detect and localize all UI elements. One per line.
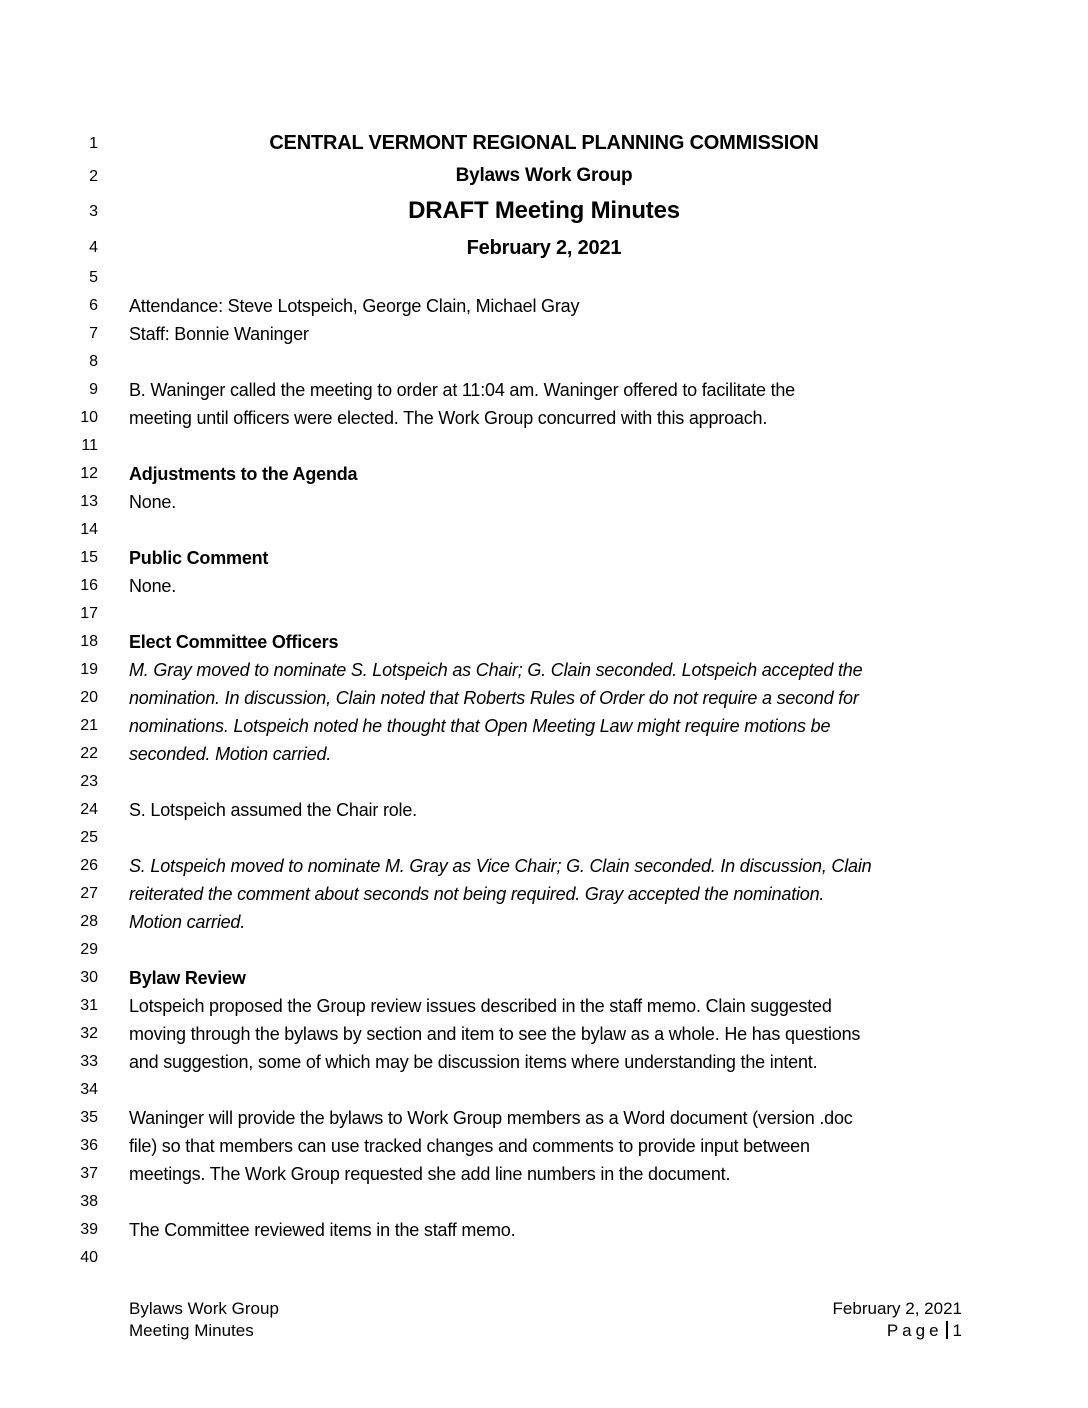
line-number: 39 <box>80 1221 98 1238</box>
line-number: 4 <box>89 239 98 256</box>
motion-text: nomination. In discussion, Clain noted that Roberts Rules of Order do not require a second for <box>129 688 859 708</box>
line-8 <box>0 348 1088 376</box>
line-2 <box>0 163 1088 191</box>
line-number: 7 <box>89 325 98 342</box>
body-text: S. Lotspeich assumed the Chair role. <box>129 800 417 820</box>
body-text: moving through the bylaws by section and item to see the bylaw as a whole. He has questions <box>129 1024 861 1044</box>
footer-left <box>129 1298 279 1342</box>
line-number: 15 <box>80 549 98 566</box>
body-text: file) so that members can use tracked changes and comments to provide input between <box>129 1136 810 1156</box>
footer-date: February 2, 2021 <box>832 1299 962 1318</box>
motion-text: S. Lotspeich moved to nominate M. Gray as Vice Chair; G. Clain seconded. In discussion, Clain <box>129 856 872 876</box>
body-text: meetings. The Work Group requested she add line numbers in the document. <box>129 1164 731 1184</box>
line-12 <box>0 460 1088 488</box>
line-18 <box>0 628 1088 656</box>
body-text: B. Waninger called the meeting to order at 11:04 am. Waninger offered to facilitate the <box>129 380 795 400</box>
line-number: 33 <box>80 1053 98 1070</box>
body-text: The Committee reviewed items in the staff memo. <box>129 1220 516 1240</box>
page-number: 1 <box>952 1321 962 1340</box>
section-heading-public-comment: Public Comment <box>129 548 269 568</box>
line-number: 32 <box>80 1025 98 1042</box>
line-1 <box>0 130 1088 158</box>
motion-text: nominations. Lotspeich noted he thought that Open Meeting Law might require motions be <box>129 716 831 736</box>
line-number: 24 <box>80 801 98 818</box>
line-21 <box>0 712 1088 740</box>
body-text: and suggestion, some of which may be discussion items where understanding the intent. <box>129 1052 818 1072</box>
body-text: meeting until officers were elected. The Work Group concurred with this approach. <box>129 408 768 428</box>
line-number: 5 <box>89 269 98 286</box>
line-23 <box>0 768 1088 796</box>
line-number: 16 <box>80 577 98 594</box>
line-34 <box>0 1076 1088 1104</box>
group-title: Bylaws Work Group <box>455 165 633 186</box>
line-14 <box>0 516 1088 544</box>
line-number: 30 <box>80 969 98 986</box>
line-7 <box>0 320 1088 348</box>
staff-text: Staff: Bonnie Waninger <box>129 324 309 344</box>
line-number: 23 <box>80 773 98 790</box>
line-26 <box>0 852 1088 880</box>
line-number: 40 <box>80 1249 98 1266</box>
line-number: 35 <box>80 1109 98 1126</box>
motion-text: reiterated the comment about seconds not being required. Gray accepted the nomination. <box>129 884 825 904</box>
line-number: 2 <box>89 168 98 185</box>
section-heading-agenda: Adjustments to the Agenda <box>129 464 358 484</box>
line-number: 38 <box>80 1193 98 1210</box>
line-number: 10 <box>80 409 98 426</box>
organization-title: CENTRAL VERMONT REGIONAL PLANNING COMMISSION <box>269 132 819 154</box>
line-number: 12 <box>80 465 98 482</box>
meeting-date: February 2, 2021 <box>466 237 622 259</box>
line-25 <box>0 824 1088 852</box>
line-39 <box>0 1216 1088 1244</box>
body-text: None. <box>129 576 177 596</box>
motion-text: M. Gray moved to nominate S. Lotspeich as Chair; G. Clain seconded. Lotspeich accepted the <box>129 660 863 680</box>
page-label: Page <box>886 1321 943 1340</box>
line-30 <box>0 964 1088 992</box>
line-29 <box>0 936 1088 964</box>
line-number: 21 <box>80 717 98 734</box>
footer-right <box>833 1298 962 1342</box>
line-number: 34 <box>80 1081 98 1098</box>
line-number: 36 <box>80 1137 98 1154</box>
line-number: 27 <box>80 885 98 902</box>
line-number: 3 <box>89 203 98 220</box>
attendance-text: Attendance: Steve Lotspeich, George Clain, Michael Gray <box>129 296 580 316</box>
line-35 <box>0 1104 1088 1132</box>
line-16 <box>0 572 1088 600</box>
line-number: 8 <box>89 353 98 370</box>
line-number: 1 <box>89 135 98 152</box>
line-37 <box>0 1160 1088 1188</box>
motion-text: Motion carried. <box>129 912 246 932</box>
line-27 <box>0 880 1088 908</box>
page-indicator <box>833 1320 962 1342</box>
line-number: 29 <box>80 941 98 958</box>
body-text: Waninger will provide the bylaws to Work Group members as a Word document (version .doc <box>129 1108 853 1128</box>
section-heading-bylaw-review: Bylaw Review <box>129 968 246 988</box>
line-number: 37 <box>80 1165 98 1182</box>
line-17 <box>0 600 1088 628</box>
line-number: 18 <box>80 633 98 650</box>
section-heading-officers: Elect Committee Officers <box>129 632 339 652</box>
page-separator <box>946 1321 948 1339</box>
line-number: 9 <box>89 381 98 398</box>
document-title: DRAFT Meeting Minutes <box>408 197 680 224</box>
line-4 <box>0 234 1088 262</box>
line-24 <box>0 796 1088 824</box>
motion-text: seconded. Motion carried. <box>129 744 332 764</box>
line-number: 11 <box>81 437 98 454</box>
line-number: 13 <box>80 493 98 510</box>
line-number: 28 <box>80 913 98 930</box>
line-number: 6 <box>89 297 98 314</box>
line-number: 26 <box>80 857 98 874</box>
line-31 <box>0 992 1088 1020</box>
line-22 <box>0 740 1088 768</box>
line-19 <box>0 656 1088 684</box>
line-number: 25 <box>80 829 98 846</box>
line-9 <box>0 376 1088 404</box>
line-number: 20 <box>80 689 98 706</box>
line-11 <box>0 432 1088 460</box>
line-40 <box>0 1244 1088 1272</box>
footer-group-name: Bylaws Work Group <box>129 1299 279 1318</box>
line-20 <box>0 684 1088 712</box>
body-text: None. <box>129 492 177 512</box>
line-3 <box>0 198 1088 226</box>
line-36 <box>0 1132 1088 1160</box>
line-13 <box>0 488 1088 516</box>
line-10 <box>0 404 1088 432</box>
line-number: 19 <box>80 661 98 678</box>
line-5 <box>0 264 1088 292</box>
footer-doc-type: Meeting Minutes <box>129 1321 254 1340</box>
line-number: 22 <box>80 745 98 762</box>
line-38 <box>0 1188 1088 1216</box>
line-32 <box>0 1020 1088 1048</box>
line-33 <box>0 1048 1088 1076</box>
line-number: 17 <box>80 605 98 622</box>
line-6 <box>0 292 1088 320</box>
body-text: Lotspeich proposed the Group review issues described in the staff memo. Clain suggested <box>129 996 832 1016</box>
line-28 <box>0 908 1088 936</box>
line-15 <box>0 544 1088 572</box>
line-number: 14 <box>80 521 98 538</box>
line-number: 31 <box>80 997 98 1014</box>
